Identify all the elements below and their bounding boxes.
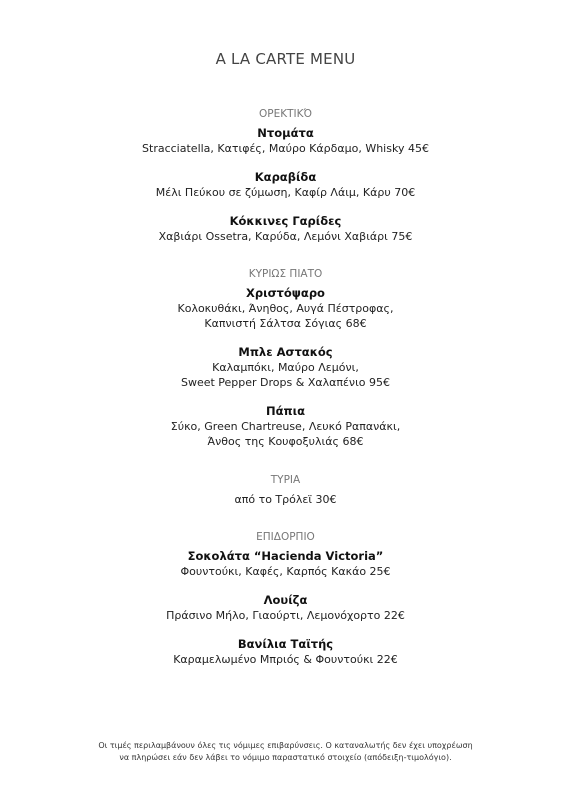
item-description: Μέλι Πεύκου σε ζύμωση, Καφίρ Λάιμ, Κάρυ 70€ bbox=[155, 186, 416, 199]
menu-item bbox=[0, 126, 571, 156]
item-description: Σύκο, Green Chartreuse, Λευκό Ραπανάκι, bbox=[170, 420, 401, 433]
section-desserts bbox=[0, 530, 571, 667]
section-title: ΟΡΕΚΤΙΚΌ bbox=[258, 108, 313, 120]
item-name: Χριστόψαρο bbox=[246, 286, 325, 300]
section-title: ΚΥΡΙΩΣ ΠΙΑΤΟ bbox=[248, 268, 323, 280]
menu-item bbox=[0, 214, 571, 244]
item-name: Ντομάτα bbox=[257, 126, 314, 140]
menu-item bbox=[0, 637, 571, 667]
item-description: Sweet Pepper Drops & Χαλαπένιο 95€ bbox=[180, 376, 391, 389]
item-description: Πράσινο Μήλο, Γιαούρτι, Λεμονόχορτο 22€ bbox=[166, 609, 405, 622]
item-description: Καπνιστή Σάλτσα Σόγιας 68€ bbox=[204, 317, 367, 330]
menu-item bbox=[0, 170, 571, 200]
item-description: Καλαμπόκι, Μαύρο Λεμόνι, bbox=[212, 361, 359, 374]
section-cheeses bbox=[0, 473, 571, 507]
footer-line: να πληρώσει εάν δεν λάβει το νόμιμο παραστατικό στοιχείο (απόδειξη-τιμολόγιο). bbox=[119, 753, 452, 762]
item-name: Κόκκινες Γαρίδες bbox=[229, 214, 342, 228]
legal-footer bbox=[0, 740, 571, 764]
page-title: A LA CARTE MENU bbox=[215, 50, 356, 68]
footer-line: Οι τιμές περιλαμβάνουν όλες τις νόμιμες επιβαρύνσεις. Ο καταναλωτής δεν έχει υποχρέωση bbox=[98, 741, 473, 750]
menu-item bbox=[0, 345, 571, 390]
item-name: Βανίλια Ταϊτής bbox=[237, 637, 334, 651]
item-name: Καραβίδα bbox=[254, 170, 317, 184]
menu-item bbox=[0, 593, 571, 623]
item-description: Stracciatella, Κατιφές, Μαύρο Κάρδαμο, Whisky 45€ bbox=[142, 142, 429, 155]
menu-item bbox=[0, 492, 571, 507]
item-name: Σοκολάτα “Hacienda Victoria” bbox=[187, 549, 384, 563]
section-main-course bbox=[0, 267, 571, 449]
section-appetizers bbox=[0, 107, 571, 244]
item-description: Άνθος της Κουφοξυλιάς 68€ bbox=[207, 435, 364, 448]
item-description: Κολοκυθάκι, Άνηθος, Αυγά Πέστροφας, bbox=[177, 302, 394, 315]
item-description: Χαβιάρι Ossetra, Καρύδα, Λεμόνι Χαβιάρι 75€ bbox=[158, 230, 413, 243]
section-title: ΤΥΡΙΑ bbox=[270, 474, 301, 486]
menu-item bbox=[0, 549, 571, 579]
item-name: Πάπια bbox=[265, 404, 305, 418]
menu-item bbox=[0, 286, 571, 331]
menu-item bbox=[0, 404, 571, 449]
item-description: Φουντούκι, Καφές, Καρπός Κακάο 25€ bbox=[180, 565, 391, 578]
item-name: Μπλε Αστακός bbox=[238, 345, 333, 359]
item-description: από το Τρόλεϊ 30€ bbox=[234, 493, 337, 506]
item-name: Λουίζα bbox=[263, 593, 308, 607]
section-title: ΕΠΙΔΟΡΠΙΟ bbox=[256, 531, 315, 543]
item-description: Καραμελωμένο Μπριός & Φουντούκι 22€ bbox=[173, 653, 398, 666]
